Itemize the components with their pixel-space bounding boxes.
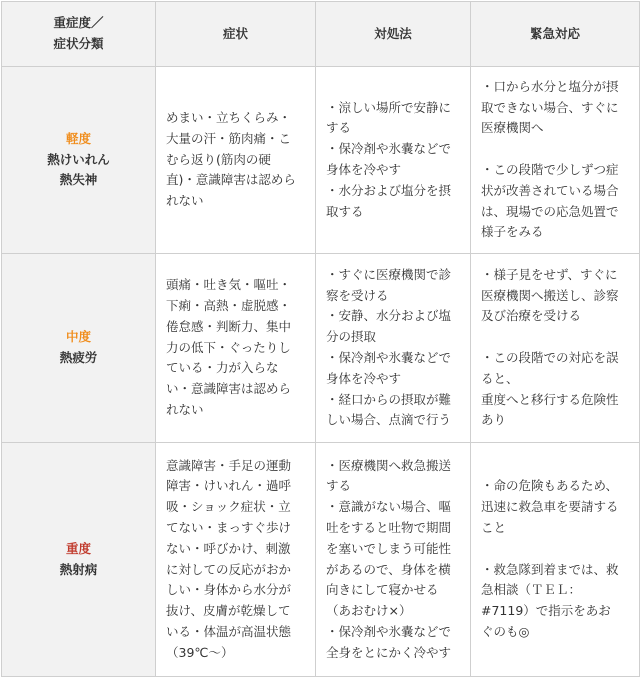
- symptoms-cell: [156, 254, 316, 443]
- treatment-line: ・安静、水分および塩: [326, 308, 452, 324]
- emergency-line: 医療機関へ搬送し、診察: [481, 287, 619, 303]
- treatment-cell: [316, 443, 471, 677]
- emergency-line: は、現場での応急処置で: [481, 203, 619, 219]
- severity-type: 熱失神: [59, 172, 98, 188]
- emergency-line: あり: [481, 412, 507, 428]
- treatment-line: 身体を冷やす: [326, 370, 402, 386]
- header-symptoms: 症状: [156, 2, 316, 67]
- symptoms-line: 下痢・高熱・虚脱感・: [166, 298, 292, 313]
- treatment-line: ・医療機関へ救急搬送: [326, 457, 452, 473]
- emergency-line: 及び治療を受ける: [481, 308, 582, 324]
- emergency-cell: [471, 67, 640, 254]
- severity-level: 軽度: [65, 130, 91, 146]
- emergency-cell: [471, 443, 640, 677]
- severity-type: 熱けいれん: [47, 151, 110, 167]
- severity-type: 熱射病: [59, 561, 98, 577]
- header-row: [2, 2, 640, 67]
- treatment-line: 向きにして寝かせる: [326, 582, 439, 598]
- severity-cell: [2, 67, 156, 254]
- treatment-line: する: [326, 478, 352, 494]
- symptoms-line: い・意識障害は認めら: [166, 381, 292, 397]
- header-emergency: 緊急対応: [471, 2, 640, 67]
- treatment-line: する: [326, 120, 352, 136]
- treatment-line: 察を受ける: [326, 287, 389, 303]
- treatment-line: ・涼しい場所で安静に: [326, 99, 452, 115]
- symptoms-line: 直)・意識障害は認めら: [166, 172, 296, 188]
- spacer: [481, 327, 631, 348]
- emergency-line: ・様子見をせず、すぐに: [481, 266, 618, 282]
- symptoms-line: 意識障害・手足の運動: [166, 457, 292, 473]
- symptoms-line: てない・まっすぐ歩け: [166, 519, 292, 535]
- table-row: [2, 67, 640, 254]
- treatment-line: ・すぐに医療機関で診: [326, 266, 452, 282]
- emergency-line: 急相談（ＴＥＬ：: [481, 582, 582, 598]
- treatment-line: ・保冷剤や氷嚢などで: [326, 350, 452, 365]
- treatment-line: しい場合、点滴で行う: [326, 412, 452, 428]
- treatment-line: 取する: [326, 203, 364, 219]
- heatstroke-severity-table: [1, 1, 640, 677]
- symptoms-line: 障害・けいれん・過呼: [166, 478, 292, 494]
- emergency-line: 取できない場合、すぐに: [481, 99, 619, 115]
- emergency-line: こと: [481, 519, 507, 535]
- header-severity-line2: 症状分類: [53, 36, 104, 51]
- symptoms-line: 吸・ショック症状・立: [166, 499, 291, 515]
- treatment-line: 分の摂取: [326, 329, 377, 345]
- emergency-cell: [471, 254, 640, 443]
- treatment-cell: [316, 67, 471, 254]
- symptoms-line: 力の低下・ぐったりし: [166, 339, 291, 355]
- symptoms-line: しい・身体から水分が: [166, 582, 292, 598]
- treatment-line: ・経口からの摂取が難: [326, 391, 452, 407]
- emergency-line: ・この段階での対応を誤: [481, 350, 619, 365]
- emergency-line: ・命の危険もあるため、: [481, 478, 619, 494]
- header-treatment: 対処法: [316, 2, 471, 67]
- symptoms-line: ない・呼びかけ、刺激: [166, 540, 291, 556]
- symptoms-line: れない: [166, 193, 204, 209]
- symptoms-line: いる・体温が高温状態: [166, 623, 292, 639]
- symptoms-line: 抜け、皮膚が乾燥して: [166, 603, 291, 619]
- table-row: [2, 443, 640, 677]
- symptoms-cell: [156, 67, 316, 254]
- severity-level: 中度: [65, 329, 91, 345]
- emergency-line: #7119）で指示をあお: [481, 603, 611, 619]
- symptoms-line: 倦怠感・判断力、集中: [166, 318, 292, 334]
- emergency-line: ると、: [481, 370, 519, 386]
- symptoms-line: 頭痛・吐き気・嘔吐・: [166, 277, 292, 293]
- symptoms-line: に対しての反応がおか: [166, 561, 292, 577]
- treatment-line: 全身をとにかく冷やす: [326, 644, 452, 660]
- symptoms-line: めまい・立ちくらみ・: [166, 110, 292, 125]
- emergency-line: ぐのも◎: [481, 623, 530, 639]
- emergency-line: ・口から水分と塩分が摂: [481, 78, 619, 94]
- emergency-line: ・この段階で少しずつ症: [481, 162, 619, 177]
- emergency-line: 迅速に救急車を要請する: [481, 499, 619, 515]
- treatment-line: 身体を冷やす: [326, 162, 402, 177]
- table-row: [2, 254, 640, 443]
- emergency-line: ・救急隊到着までは、救: [481, 561, 619, 577]
- spacer: [481, 539, 631, 560]
- severity-level: 重度: [65, 540, 91, 556]
- severity-cell: [2, 254, 156, 443]
- symptoms-line: ている・力が入らな: [166, 360, 279, 376]
- header-severity: [2, 2, 156, 67]
- severity-cell: [2, 443, 156, 677]
- treatment-line: （あおむけ×）: [326, 603, 412, 619]
- severity-type: 熱疲労: [59, 350, 98, 365]
- treatment-line: ・意識がない場合、嘔: [326, 499, 452, 515]
- symptoms-line: むら返り(筋肉の硬: [166, 151, 271, 167]
- emergency-line: 様子をみる: [481, 224, 544, 240]
- symptoms-line: 大量の汗・筋肉痛・こ: [166, 130, 292, 146]
- treatment-cell: [316, 254, 471, 443]
- symptoms-line: （39℃～）: [166, 644, 234, 660]
- treatment-line: があるので、身体を横: [326, 561, 451, 577]
- symptoms-line: れない: [166, 401, 204, 417]
- header-severity-line1: 重症度／: [53, 15, 104, 31]
- treatment-line: 吐をすると吐物で期間: [326, 519, 452, 535]
- emergency-line: 医療機関へ: [481, 120, 544, 136]
- treatment-line: ・保冷剤や氷嚢などで: [326, 141, 452, 157]
- symptoms-cell: [156, 443, 316, 677]
- treatment-line: を塞いでしまう可能性: [326, 540, 452, 556]
- spacer: [481, 139, 631, 160]
- emergency-line: 状が改善されている場合: [481, 182, 619, 198]
- treatment-line: ・保冷剤や氷嚢などで: [326, 623, 452, 639]
- treatment-line: ・水分および塩分を摂: [326, 182, 452, 198]
- emergency-line: 重度へと移行する危険性: [481, 391, 619, 407]
